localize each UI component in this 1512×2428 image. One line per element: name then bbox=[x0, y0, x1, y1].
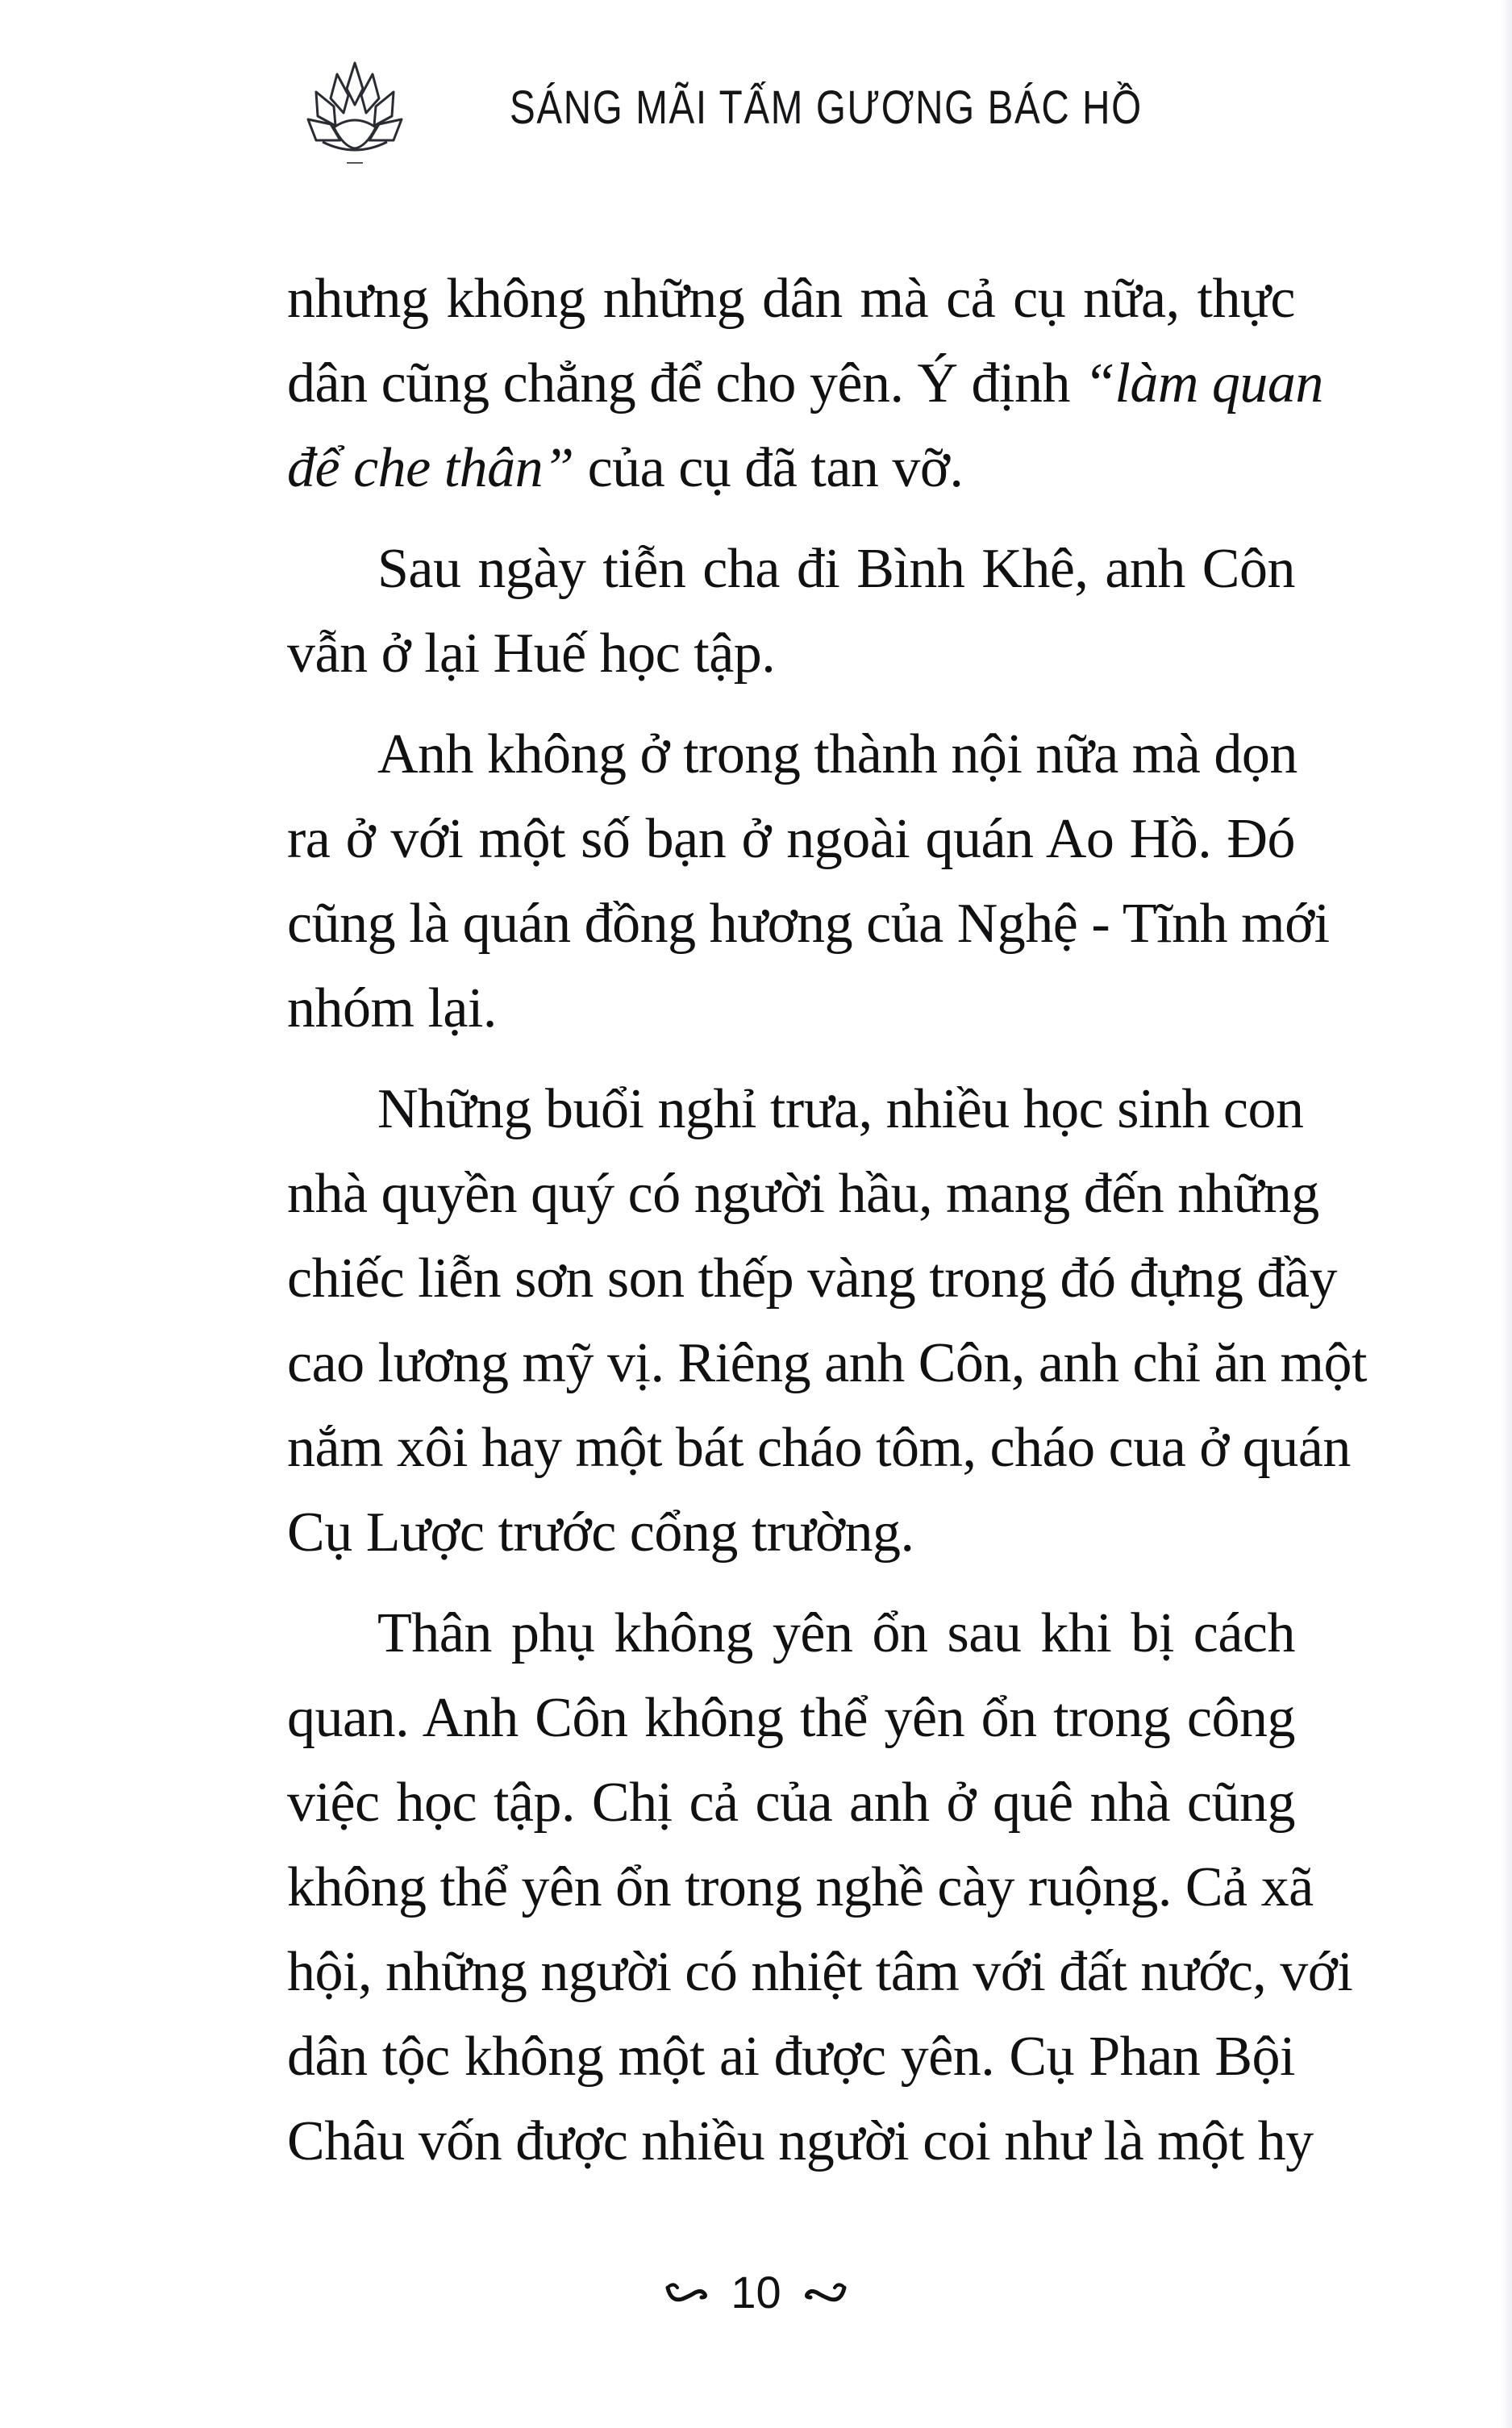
text-line: chiếc liễn sơn son thếp vàng trong đó đựng đầy bbox=[287, 1247, 1337, 1310]
text-line: vẫn ở lại Huế học tập. bbox=[287, 623, 776, 685]
text-line bbox=[287, 341, 1323, 426]
text-line: cũng là quán đồng hương của Nghệ - Tĩnh mới bbox=[287, 893, 1330, 955]
italic-quote: “làm quan bbox=[1084, 352, 1323, 414]
text-line bbox=[287, 426, 1295, 510]
paragraph bbox=[287, 1591, 1353, 2184]
text-line: quan. Anh Côn không thể yên ổn trong công bbox=[287, 1687, 1295, 1749]
page-edge-shadow bbox=[1501, 0, 1512, 2428]
running-header bbox=[298, 56, 1266, 169]
text-line: việc học tập. Chị cả của anh ở quê nhà cũng bbox=[287, 1772, 1295, 1834]
paragraph bbox=[287, 527, 1295, 696]
text-line: nhóm lại. bbox=[287, 977, 497, 1039]
flourish-right-icon bbox=[801, 2276, 849, 2309]
text-segment: dân cũng chẳng để cho yên. Ý định bbox=[287, 352, 1084, 414]
paragraph bbox=[287, 256, 1323, 510]
lotus-icon bbox=[298, 56, 411, 169]
italic-quote: để che thân” bbox=[287, 437, 574, 499]
text-line: Thân phụ không yên ổn sau khi bị cách bbox=[377, 1602, 1295, 1664]
text-line: nắm xôi hay một bát cháo tôm, cháo cua ở quán bbox=[287, 1417, 1351, 1479]
page-number: 10 bbox=[731, 2267, 781, 2318]
paragraph bbox=[287, 1067, 1367, 1575]
body-text bbox=[287, 256, 1367, 2200]
text-line: Châu vốn được nhiều người coi như là một hy bbox=[287, 2110, 1314, 2172]
text-line: Cụ Lược trước cổng trường. bbox=[287, 1501, 914, 1564]
flourish-left-icon bbox=[663, 2276, 711, 2309]
text-line: dân tộc không một ai được yên. Cụ Phan Bội bbox=[287, 2026, 1295, 2088]
text-segment: của cụ đã tan vỡ. bbox=[573, 437, 964, 499]
text-line: cao lương mỹ vị. Riêng anh Côn, anh chỉ ăn một bbox=[287, 1332, 1367, 1394]
text-line: không thể yên ổn trong nghề cày ruộng. Cả xã bbox=[287, 1856, 1314, 1918]
text-line: nhưng không những dân mà cả cụ nữa, thực bbox=[287, 268, 1295, 330]
running-header-title: SÁNG MÃI TẤM GƯƠNG BÁC HỒ bbox=[510, 81, 1143, 134]
text-line: hội, những người có nhiệt tâm với đất nước, với bbox=[287, 1941, 1353, 2003]
paragraph bbox=[287, 712, 1330, 1051]
text-line: nhà quyền quý có người hầu, mang đến những bbox=[287, 1163, 1319, 1225]
text-line: Sau ngày tiễn cha đi Bình Khê, anh Côn bbox=[377, 538, 1295, 600]
text-line: Anh không ở trong thành nội nữa mà dọn bbox=[377, 723, 1297, 785]
page-footer bbox=[0, 2266, 1512, 2330]
text-line: ra ở với một số bạn ở ngoài quán Ao Hồ. Đó bbox=[287, 808, 1295, 870]
text-line: Những buổi nghỉ trưa, nhiều học sinh con bbox=[377, 1078, 1304, 1140]
